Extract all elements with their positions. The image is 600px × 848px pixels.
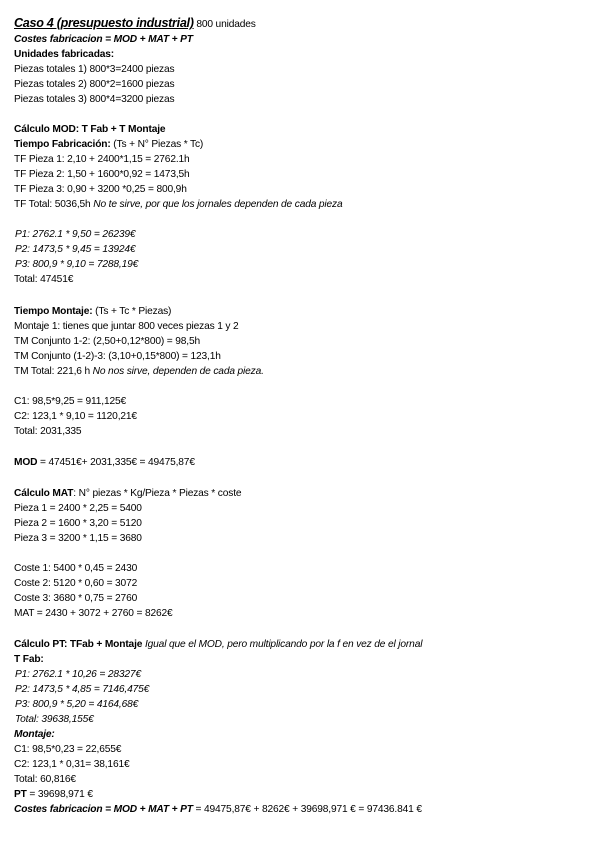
pt-p-line: P3: 800,9 * 5,20 = 4164,68€	[15, 699, 139, 710]
unidades-line: Piezas totales 1) 800*3=2400 piezas	[14, 64, 175, 75]
tf-total: TF Total: 5036,5h	[14, 199, 94, 210]
pt-c-total: Total: 60,816€	[14, 774, 76, 785]
tm-heading-line	[14, 306, 171, 318]
pt-p-line: P1: 2762.1 * 10,26 = 28327€	[15, 669, 141, 680]
tm-heading: Tiempo Montaje:	[14, 306, 93, 317]
pt-heading-line	[14, 639, 422, 651]
unidades-heading: Unidades fabricadas:	[14, 49, 115, 60]
mod-c-total: Total: 2031,335	[14, 426, 82, 437]
tm-formula: (Ts + Tc * Piezas)	[92, 306, 172, 317]
mat-coste-line: Coste 2: 5120 * 0,60 = 3072	[14, 578, 138, 589]
unidades-line: Piezas totales 2) 800*2=1600 piezas	[14, 79, 175, 90]
mod-p-line: P3: 800,9 * 9,10 = 7288,19€	[15, 259, 139, 270]
tf-heading: Tiempo Fabricación:	[14, 139, 111, 150]
mod-result	[14, 457, 195, 469]
tm-line: Montaje 1: tienes que juntar 800 veces piezas 1 y 2	[14, 321, 239, 332]
pt-montaje-heading: Montaje:	[14, 729, 55, 740]
mat-heading: Cálculo MAT	[14, 488, 74, 499]
pt-c-line: C1: 98,5*0,23 = 22,655€	[14, 744, 122, 755]
title-suffix: 800 unidades	[193, 19, 256, 30]
mat-pieza-line: Pieza 1 = 2400 * 2,25 = 5400	[14, 503, 142, 514]
mod-heading: Cálculo MOD: T Fab + T Montaje	[14, 124, 166, 135]
pt-result	[14, 789, 93, 801]
tm-line: TM Conjunto 1-2: (2,50+0,12*800) = 98,5h	[14, 336, 200, 347]
tf-line: TF Pieza 2: 1,50 + 1600*0,92 = 1473,5h	[14, 169, 190, 180]
tm-total: TM Total: 221,6 h	[14, 366, 93, 377]
mat-total: MAT = 2430 + 3072 + 2760 = 8262€	[14, 608, 173, 619]
tf-formula: (Ts + N° Piezas * Tc)	[110, 139, 204, 150]
doc-title	[14, 17, 256, 31]
pt-result-label: PT	[14, 789, 27, 800]
costes-formula: Costes fabricacion = MOD + MAT + PT	[14, 34, 193, 45]
tm-note: No nos sirve, dependen de cada pieza.	[92, 366, 264, 377]
tf-note: No te sirve, por que los jornales dependen de cada pieza	[93, 199, 343, 210]
tf-total-line	[14, 199, 343, 211]
final-value: = 49475,87€ + 8262€ + 39698,971 € = 97436.841 €	[192, 804, 422, 815]
pt-tfab-heading: T Fab:	[14, 654, 44, 665]
unidades-line: Piezas totales 3) 800*4=3200 piezas	[14, 94, 175, 105]
mat-formula: : N° piezas * Kg/Pieza * Piezas * coste	[73, 488, 242, 499]
tm-total-line	[14, 366, 264, 378]
pt-note: Igual que el MOD, pero multiplicando por la f en vez de el jornal	[142, 639, 423, 650]
mod-p-line: P2: 1473,5 * 9,45 = 13924€	[15, 244, 136, 255]
mat-pieza-line: Pieza 2 = 1600 * 3,20 = 5120	[14, 518, 142, 529]
tf-line: TF Pieza 3: 0,90 + 3200 *0,25 = 800,9h	[14, 184, 187, 195]
mod-result-value: = 47451€+ 2031,335€ = 49475,87€	[37, 457, 195, 468]
pt-c-line: C2: 123,1 * 0,31= 38,161€	[14, 759, 130, 770]
mat-coste-line: Coste 1: 5400 * 0,45 = 2430	[14, 563, 138, 574]
final-label: Costes fabricacion = MOD + MAT + PT	[14, 804, 193, 815]
mod-result-label: MOD	[14, 457, 38, 468]
mod-c-line: C2: 123,1 * 9,10 = 1120,21€	[14, 411, 137, 422]
pt-result-value: = 39698,971 €	[26, 789, 93, 800]
tf-heading-line	[14, 139, 203, 151]
pt-p-total: Total: 39638,155€	[15, 714, 94, 725]
mod-p-line: P1: 2762.1 * 9,50 = 26239€	[15, 229, 136, 240]
tm-line: TM Conjunto (1-2)-3: (3,10+0,15*800) = 123,1h	[14, 351, 221, 362]
pt-heading: Cálculo PT: TFab + Montaje	[14, 639, 143, 650]
final-result	[14, 804, 422, 816]
mod-c-line: C1: 98,5*9,25 = 911,125€	[14, 396, 127, 407]
mat-heading-line	[14, 488, 241, 500]
pt-p-line: P2: 1473,5 * 4,85 = 7146,475€	[15, 684, 150, 695]
title-heading: Caso 4 (presupuesto industrial)	[14, 16, 194, 30]
mat-coste-line: Coste 3: 3680 * 0,75 = 2760	[14, 593, 138, 604]
mod-p-total: Total: 47451€	[14, 274, 74, 285]
tf-line: TF Pieza 1: 2,10 + 2400*1,15 = 2762.1h	[14, 154, 190, 165]
mat-pieza-line: Pieza 3 = 3200 * 1,15 = 3680	[14, 533, 142, 544]
